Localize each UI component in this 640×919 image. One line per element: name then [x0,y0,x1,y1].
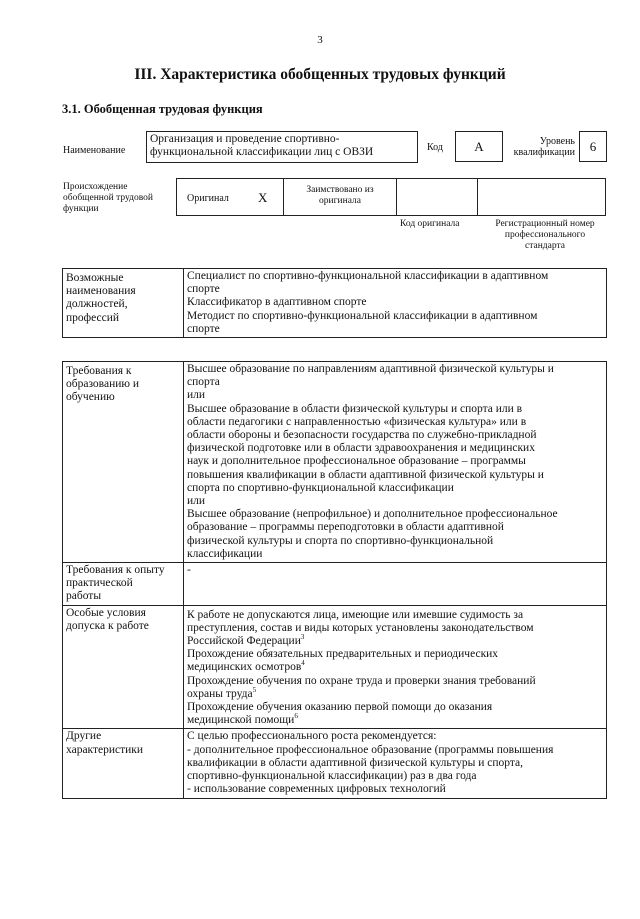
origin-divider-3 [477,178,478,216]
borrowed-label-line-2: оригинала [319,196,361,206]
level-value: 6 [579,131,607,162]
special-conditions-row [63,605,607,729]
origin-label-line-3: функции [63,204,99,214]
function-name-line-1: Организация и проведение спортивно- [150,133,340,145]
education-row [63,362,607,563]
position-item: Методист по спортивно-функциональной классификации в адаптивном [187,309,538,322]
level-label-line-2: квалификации [513,147,575,158]
name-label: Наименование [63,145,126,156]
other-label: Другие характеристики [63,729,184,798]
level-label [503,136,575,158]
experience-row [63,563,607,606]
position-item: Специалист по спортивно-функциональной классификации в адаптивном [187,270,549,282]
positions-table [62,268,607,338]
requirements-table [62,361,607,799]
origin-divider-2 [396,178,397,216]
page-number: 3 [317,34,323,46]
footnote-ref: 4 [301,659,305,668]
other-text: С целью профессионального роста рекомендуется: - дополнительное профессиональное образование (программы повышения квалификации в области адаптивной физической культуры и спорта, спортивно-функциональной классификации) раз в два года - использование современных цифровых технологий [184,729,607,798]
education-label: Требования к образованию и обучению [63,362,184,563]
footnote-ref: 6 [294,712,298,721]
section-title: III. Характеристика обобщенных трудовых функций [134,66,506,83]
reg-caption-line-2: профессионального [504,230,586,240]
reg-caption-line-3: стандарта [525,241,565,251]
reg-number-caption [482,219,608,252]
function-name-line-2: функциональной классификации лиц с ОВЗИ [150,146,374,158]
experience-value: - [184,563,607,606]
borrowed-label-line-1: Заимствовано из [306,185,374,195]
education-text: Высшее образование по направлениям адаптивной физической культуры и спорта или Высшее образование в области физической культуры и спорта или в области педагогики с направленностью «физическая культура» или в области обороны и безопасности государства по служебно-прикладной физической подготовке или в области здравоохранения и медицинских наук и дополнительное профессиональное образование – программы повышения квалификации в области адаптивной физической культуры и спорта по спортивно-функциональной классификации или Высшее образование (непрофильное) и дополнительное профессиональное образование – программы переподготовки в области адаптивной физической культуры и спорта по спортивно-функциональной классификации [184,362,607,563]
level-label-line-1: Уровень [539,136,575,147]
origin-divider-1 [283,178,284,216]
function-name-box [146,131,418,163]
experience-label: Требования к опыту практической работы [63,563,184,606]
other-row [63,729,607,798]
original-label: Оригинал [187,193,229,204]
position-item: Классификатор в адаптивном спорте [187,296,367,309]
borrowed-label [286,185,394,207]
code-label: Код [427,142,443,153]
origin-label-line-2: обобщенной трудовой [63,193,153,203]
positions-row [63,269,607,338]
origin-label [63,182,153,215]
original-mark: X [258,190,268,205]
positions-list: Специалист по спортивно-функциональной классификации в адаптивном спорте Классификатор в адаптивном спорте Методист по спортивно-функциональной классификации в адаптивном спорте [184,269,607,338]
positions-label: Возможные наименования должностей, профессий [63,269,184,338]
reg-caption-line-1: Регистрационный номер [495,219,595,229]
special-conditions-text: К работе не допускаются лица, имеющие или имевшие судимость за преступления, состав и виды которых установлены законодательством Российской Федерации$^3$ Прохождение обязательных предварительных и периодических медицинских осмотров$^4$ Прохождение обучения по охране труда и проверки знания требований охраны труда$^5$ Прохождение обучения оказанию первой помощи до оказания медицинской помощи$^6$ [184,605,607,729]
special-conditions-label: Особые условия допуска к работе [63,605,184,729]
subsection-title: 3.1. Обобщенная трудовая функция [62,102,263,116]
code-original-caption: Код оригинала [400,219,460,229]
footnote-ref: 3 [300,633,305,642]
footnote-ref: 5 [252,686,257,695]
origin-label-line-1: Происхождение [63,182,128,192]
code-value: А [455,131,503,162]
